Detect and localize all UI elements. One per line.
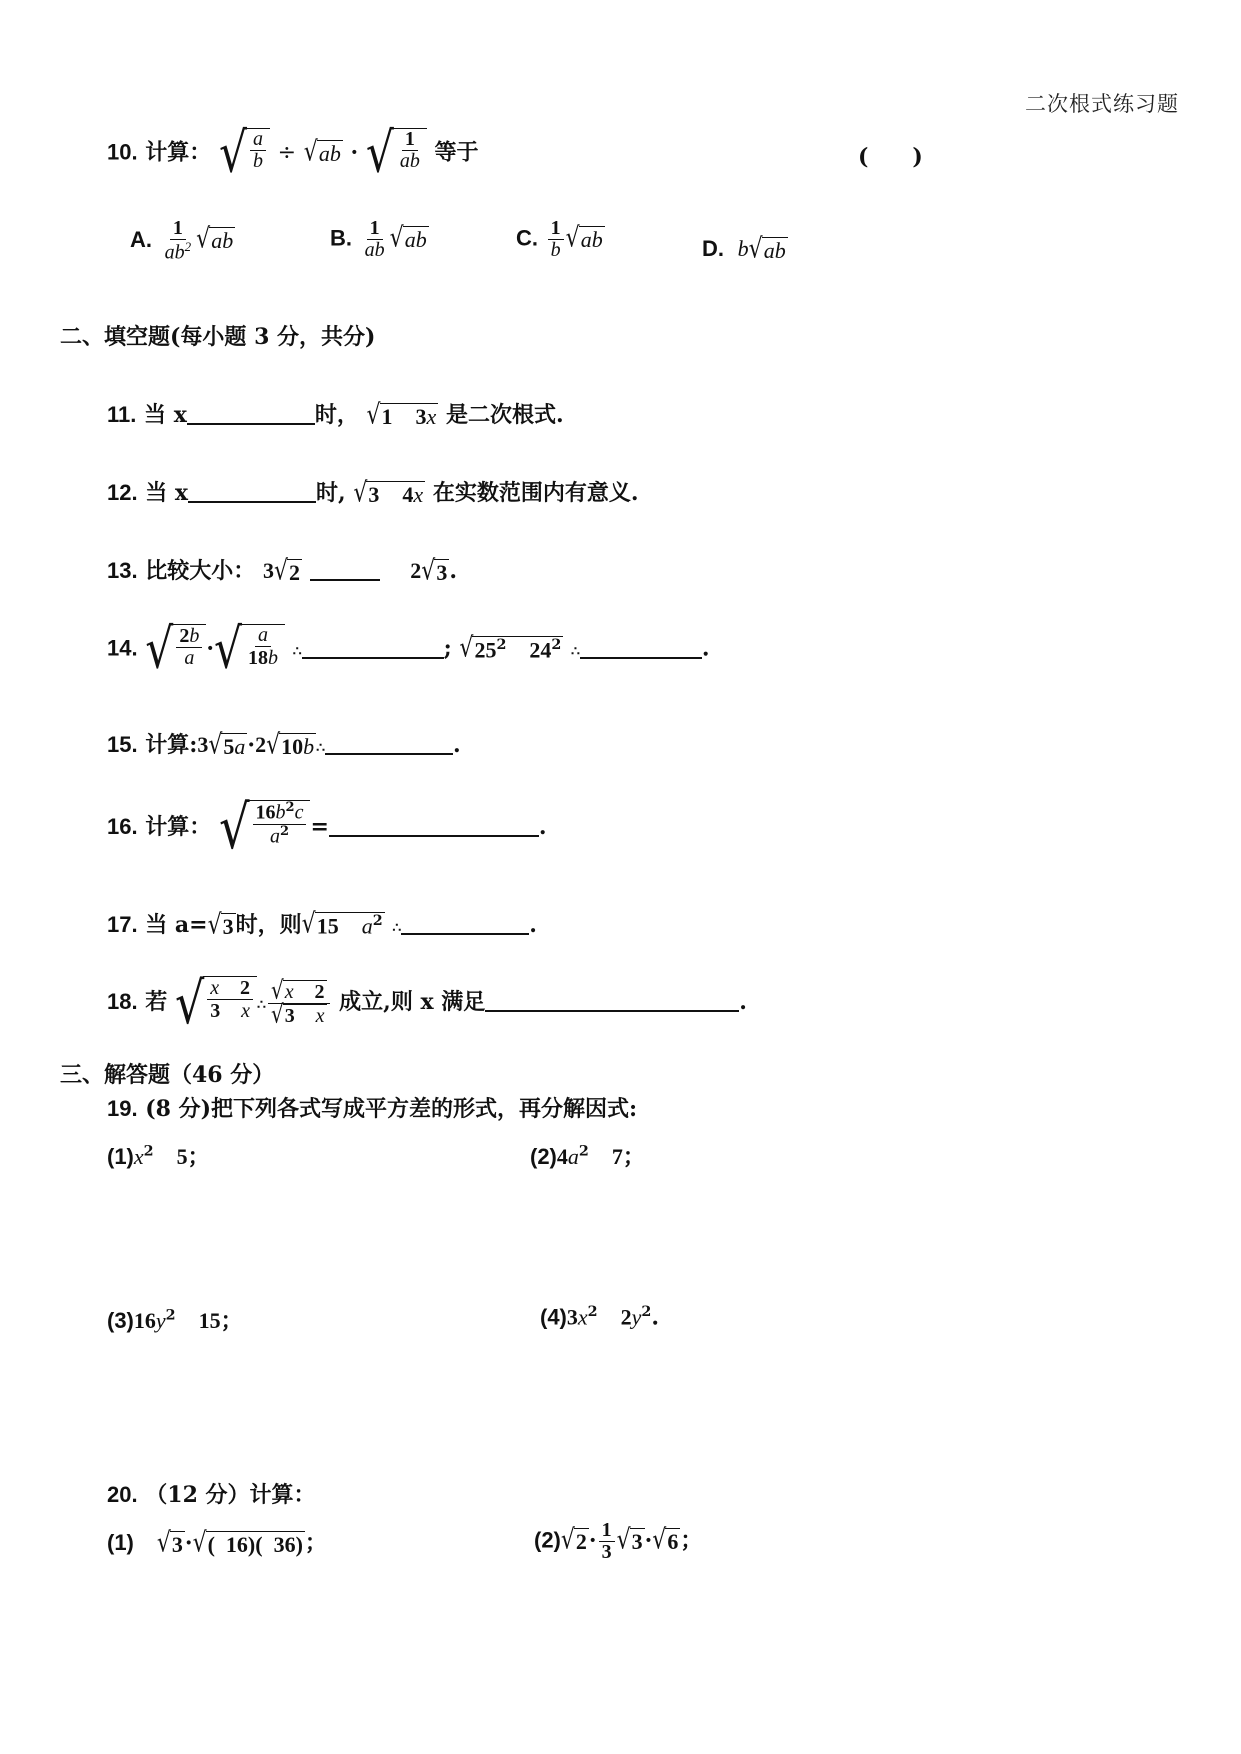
answer-blank[interactable] <box>401 911 529 935</box>
question-11: 11. 当 x 时， √ 1 3x 是二次根式. <box>107 399 564 431</box>
question-number: 14. <box>107 635 138 661</box>
q19-part-3: $(3)16y^2$ 15； <box>107 1307 243 1334</box>
question-text: 时，则 <box>235 912 302 938</box>
answer-blank[interactable] <box>188 479 316 503</box>
section-3-title: 三、解答题（46 分） <box>60 1062 275 1088</box>
q20-part-1: (1) √ 3 · √ ( 16)( 36) ； <box>107 1527 327 1559</box>
equals-sign: = <box>310 814 329 840</box>
question-text: （12 分）计算： <box>145 1482 316 1508</box>
question-number: 11. <box>107 402 137 427</box>
part-label: (1) <box>107 1530 134 1555</box>
question-19 <box>107 1092 637 1123</box>
answer-blank[interactable] <box>187 401 315 425</box>
answer-blank[interactable] <box>580 635 702 659</box>
question-number: 13. <box>107 558 138 583</box>
answer-blank[interactable] <box>485 988 739 1012</box>
radical-1-over-ab: √ $\frac{1}{ab}$ <box>366 128 427 179</box>
option-c: C. $\frac{1}{b}$ √ ab <box>516 217 603 261</box>
question-20 <box>107 1478 316 1509</box>
question-number: 18. <box>107 989 138 1014</box>
question-16: 16. 计算： √ $\frac{16b^2c}{a^2}$ = . <box>107 793 547 863</box>
question-text: 时, <box>316 480 346 506</box>
part-label: (2) <box>534 1527 561 1553</box>
part-label: (4) <box>540 1304 567 1330</box>
section-2-title: 二、填空题(每小题 3 分，共分) <box>60 324 376 350</box>
radical-a-over-b: √ $\frac{a}{b}$ <box>219 128 270 179</box>
question-number: 10. <box>107 139 138 165</box>
page-header: 二次根式练习题 <box>1025 92 1179 116</box>
question-number: 12. <box>107 480 138 505</box>
q19-part-2: $(2)4a^2$ 7； <box>530 1143 645 1170</box>
question-text: 当 x <box>144 402 187 428</box>
question-text: 在实数范围内有意义. <box>432 480 639 506</box>
q19-part-1: $(1)x^2$ 5； <box>107 1143 210 1170</box>
answer-blank[interactable] <box>325 731 453 755</box>
answer-blank[interactable] <box>302 635 444 659</box>
question-13: 13. 比较大小： 3 √ 2 2 √ 3 . <box>107 555 457 587</box>
question-text: 比较大小： <box>145 558 256 584</box>
question-text: 当 a= <box>145 912 208 938</box>
question-text: 计算: <box>145 732 198 758</box>
question-number: 17. <box>107 912 138 937</box>
question-17: 17. 当 a= √ 3 时，则 √ 15 $a^2$ ∴ . <box>107 908 537 941</box>
option-d-label: D. <box>702 236 724 261</box>
question-15: 15. 计算:3 √ 5a ·2 √ 10b ∴ . <box>107 729 461 761</box>
question-18: 18. 若 √ $\frac{x 2}{3 x}$ ∴ √ x 2 √ 3 x 成立,则 x 满足 . <box>107 969 747 1037</box>
question-number: 16. <box>107 814 138 839</box>
option-d: D. b √ ab <box>702 233 786 265</box>
option-b: B. $\frac{1}{ab}$ √ ab <box>330 217 427 261</box>
q20-part-2: (2) √ 2 · $\frac{1}{3}$ √ 3 · √ 6 ； <box>534 1519 703 1563</box>
question-number: 15. <box>107 732 138 757</box>
option-b-label: B. <box>330 225 352 251</box>
radical-ab: √ ab <box>303 136 341 168</box>
option-a-label: A. <box>130 226 152 252</box>
question-text: 是二次根式. <box>445 402 564 428</box>
question-10: 10. 计算： √ $\frac{a}{b}$ ÷ √ ab · √ $\frac{1}{ab}$ 等于 <box>107 121 479 186</box>
question-text: 当 x <box>145 480 189 506</box>
question-text: 计算： <box>145 814 212 840</box>
question-tail: 等于 <box>434 139 479 166</box>
question-label: 计算： <box>145 139 212 166</box>
option-c-label: C. <box>516 225 538 251</box>
q19-part-4: $(4)3x^2$ $2y^2$. <box>540 1304 659 1331</box>
question-text: 若 <box>145 989 168 1015</box>
option-a: A. $\frac{1}{ab^2}$ √ ab <box>130 217 234 264</box>
question-14: 14. √ $\frac{2b}{a}$ · √ $\frac{a}{18b}$ ∴ ; √ $25^2$ $24^2$ ∴ . <box>107 617 710 682</box>
question-text: 成立,则 x 满足 <box>339 989 486 1015</box>
question-text: (8 分)把下列各式写成平方差的形式，再分解因式: <box>145 1096 638 1122</box>
question-text: 时， <box>314 402 359 428</box>
answer-blank[interactable] <box>310 557 380 581</box>
part-label: (2) <box>530 1144 557 1169</box>
question-number: 19. <box>107 1096 138 1121</box>
answer-paren: ( ) <box>858 144 923 170</box>
part-label: (3) <box>107 1308 134 1333</box>
question-number: 20. <box>107 1482 138 1507</box>
question-12: 12. 当 x 时, √ 3 4x 在实数范围内有意义. <box>107 477 639 509</box>
part-label: (1) <box>107 1144 134 1169</box>
answer-blank[interactable] <box>329 813 539 837</box>
